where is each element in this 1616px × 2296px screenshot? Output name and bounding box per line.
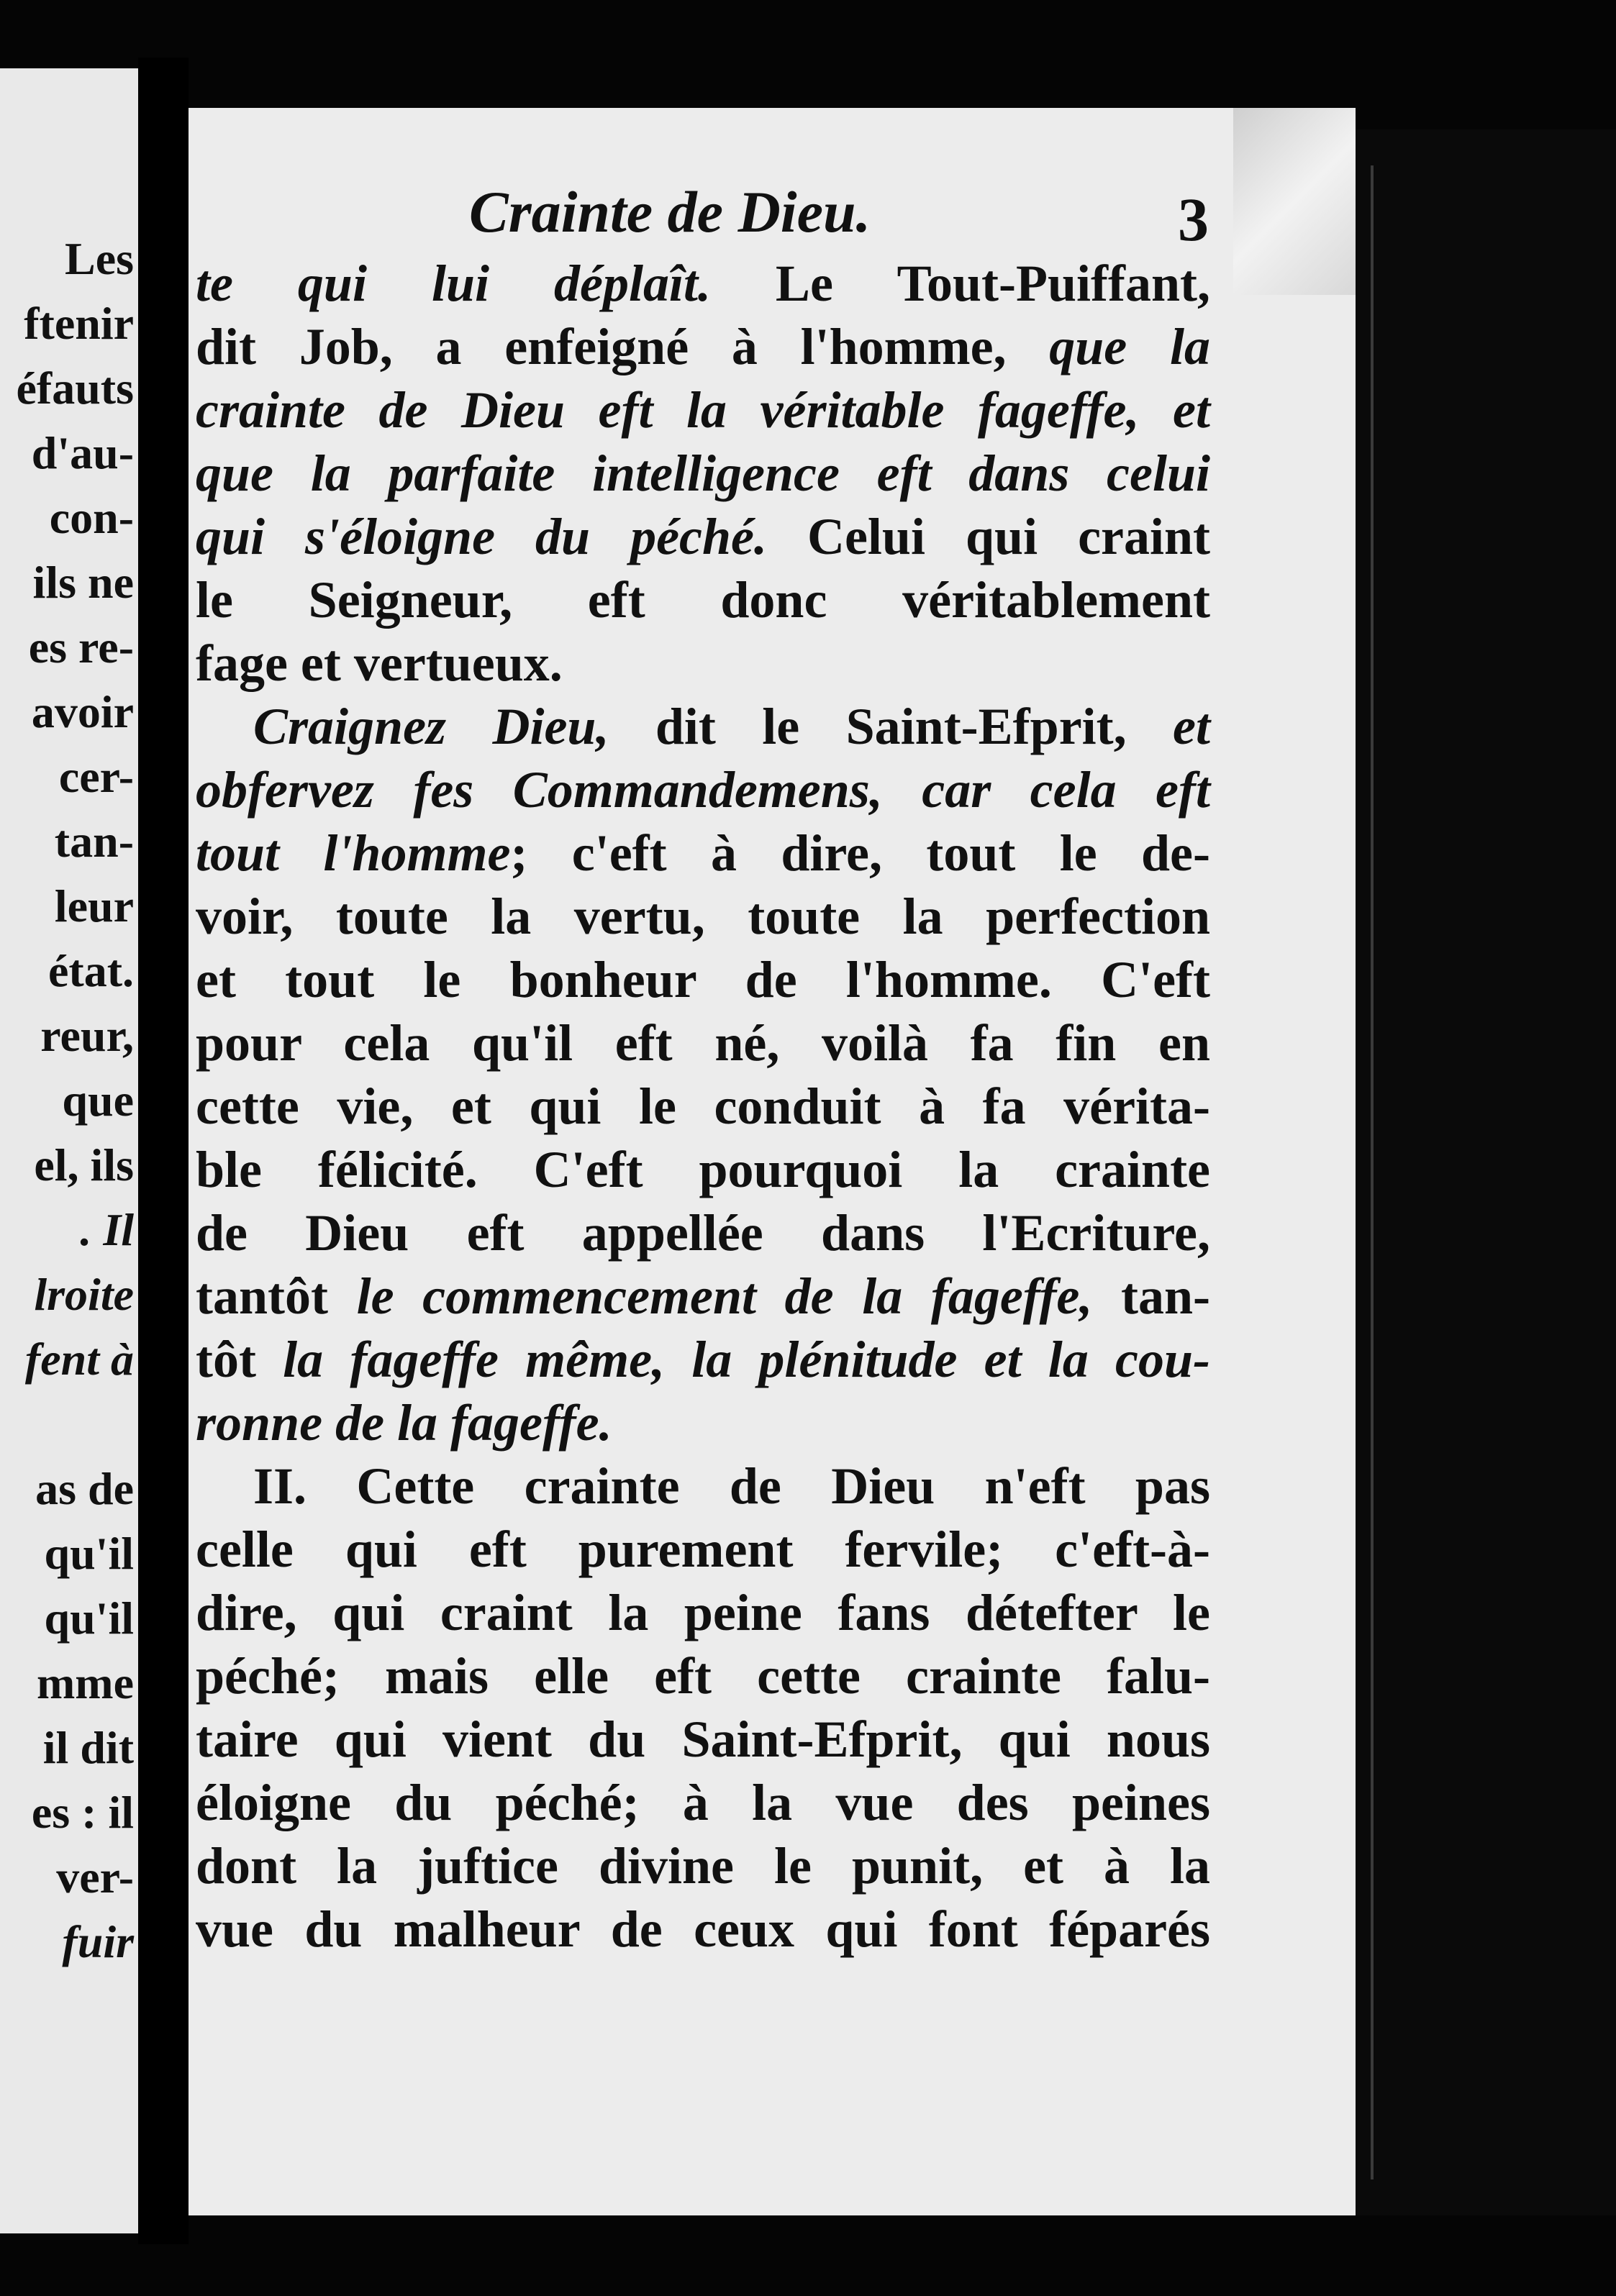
body-text — [196, 252, 1210, 1961]
text-line — [196, 1265, 1210, 1328]
book-gutter — [138, 58, 189, 2244]
left-text-line: as de — [35, 1463, 134, 1514]
italic-text: Craignez Dieu, — [253, 698, 609, 755]
roman-text: dire, qui craint la peine fans détefter le — [196, 1584, 1210, 1641]
page-number: 3 — [1178, 185, 1209, 254]
left-text-line: ils ne — [32, 557, 134, 608]
italic-text: obfervez fes Commandemens, car cela eft — [196, 761, 1210, 819]
left-text-line: mme — [36, 1657, 134, 1708]
italic-text: que la parfaite intelligence eft dans celui — [196, 445, 1210, 502]
roman-text: tan- — [1092, 1267, 1210, 1325]
left-text-line: qu'il — [44, 1593, 134, 1644]
page-header — [189, 173, 1356, 252]
left-text-line: leur — [54, 880, 134, 931]
text-line — [196, 1201, 1210, 1265]
roman-text: voir, toute la vertu, toute la perfection — [196, 888, 1210, 945]
italic-text: tout l'homme — [196, 824, 511, 882]
roman-text: vue du malheur de ceux qui font féparés — [196, 1900, 1210, 1958]
left-text-line: ver- — [56, 1851, 134, 1903]
left-text-line: il dit — [42, 1722, 134, 1773]
italic-text: te qui lui déplaît. — [196, 255, 711, 312]
roman-text: taire qui vient du Saint-Efprit, qui nous — [196, 1710, 1210, 1768]
text-line — [196, 252, 1210, 315]
roman-text: et tout le bonheur de l'homme. C'eft — [196, 951, 1210, 1008]
text-line — [196, 1391, 1210, 1454]
roman-text: de Dieu eft appellée dans l'Ecriture, — [196, 1204, 1210, 1262]
text-line — [196, 1518, 1210, 1581]
roman-text: pour cela qu'il eft né, voilà fa fin en — [196, 1014, 1210, 1072]
text-line — [196, 568, 1210, 632]
italic-text: et — [1173, 698, 1210, 755]
left-text-line: tan- — [54, 816, 134, 867]
book-edge — [1356, 129, 1616, 2215]
text-line — [196, 1581, 1210, 1644]
roman-text: celle qui eft purement fervile; c'eft-à- — [196, 1521, 1210, 1578]
left-text-line: avoir — [31, 686, 134, 737]
roman-text: péché; mais elle eft cette crainte falu- — [196, 1647, 1210, 1705]
text-line — [196, 1771, 1210, 1834]
left-text-line: fuir — [62, 1916, 134, 1967]
italic-text: que la — [1049, 318, 1210, 375]
right-page — [189, 108, 1356, 2215]
left-page-fragment — [0, 68, 138, 2233]
roman-text: dit Job, a enfeigné à l'homme, — [196, 318, 1050, 375]
italic-text: la fageffe même, la plénitude et la cou- — [283, 1331, 1210, 1388]
text-line — [196, 1898, 1210, 1961]
left-text-line: . Il — [80, 1204, 134, 1255]
book-edge-line — [1371, 165, 1374, 2179]
left-text-line: lroite — [34, 1269, 134, 1320]
roman-text: ble félicité. C'eft pourquoi la crainte — [196, 1141, 1210, 1198]
roman-text: II. Cette crainte de Dieu n'eft pas — [253, 1457, 1210, 1515]
text-line — [196, 1075, 1210, 1138]
left-page-text — [16, 227, 134, 1974]
running-title: Crainte de Dieu. — [469, 179, 871, 245]
roman-text: Celui qui craint — [766, 508, 1210, 565]
roman-text: ; c'eft à dire, tout le de- — [510, 824, 1210, 882]
left-text-line: éfauts — [16, 363, 134, 414]
text-line — [196, 695, 1210, 758]
left-text-line: el, ils — [34, 1139, 134, 1190]
roman-text: le Seigneur, eft donc véritablement — [196, 571, 1210, 629]
roman-text: tôt — [196, 1331, 283, 1388]
roman-text: Le Tout-Puiffant, — [710, 255, 1210, 312]
left-text-line: ftenir — [24, 298, 134, 349]
left-text-line: fent à — [24, 1334, 134, 1385]
text-line — [196, 1644, 1210, 1708]
text-line — [196, 1454, 1210, 1518]
text-line — [196, 505, 1210, 568]
left-text-line: cer- — [58, 751, 134, 802]
left-text-line — [16, 1392, 134, 1457]
text-line — [196, 1328, 1210, 1391]
roman-text: dit le Saint-Efprit, — [609, 698, 1174, 755]
roman-text: tantôt — [196, 1267, 357, 1325]
text-line — [196, 948, 1210, 1011]
text-line — [196, 1138, 1210, 1201]
roman-text: éloigne du péché; à la vue des peines — [196, 1774, 1210, 1831]
left-text-line: con- — [49, 492, 134, 543]
text-line — [196, 758, 1210, 821]
text-line — [196, 442, 1210, 505]
text-line — [196, 821, 1210, 885]
left-text-line: es : il — [31, 1787, 134, 1838]
italic-text: qui s'éloigne du péché. — [196, 508, 767, 565]
left-text-line: reur, — [40, 1010, 134, 1061]
text-line — [196, 1011, 1210, 1075]
roman-text: fage et vertueux. — [196, 634, 563, 692]
left-text-line: Les — [65, 233, 134, 284]
left-text-line: qu'il — [44, 1528, 134, 1579]
text-line — [196, 885, 1210, 948]
left-text-line: état. — [47, 945, 134, 996]
roman-text: dont la juftice divine le punit, et à la — [196, 1837, 1210, 1895]
text-line — [196, 632, 1210, 695]
text-line — [196, 1834, 1210, 1898]
left-text-line: que — [62, 1075, 134, 1126]
left-text-line: es re- — [28, 621, 134, 673]
text-line — [196, 315, 1210, 378]
text-line — [196, 1708, 1210, 1771]
italic-text: crainte de Dieu eft la véritable fageffe, et — [196, 381, 1210, 439]
italic-text: le commencement de la fageffe, — [356, 1267, 1093, 1325]
text-line — [196, 378, 1210, 442]
left-text-line: d'au- — [31, 427, 134, 478]
roman-text: cette vie, et qui le conduit à fa vérita- — [196, 1078, 1210, 1135]
italic-text: ronne de la fageffe. — [196, 1394, 612, 1452]
